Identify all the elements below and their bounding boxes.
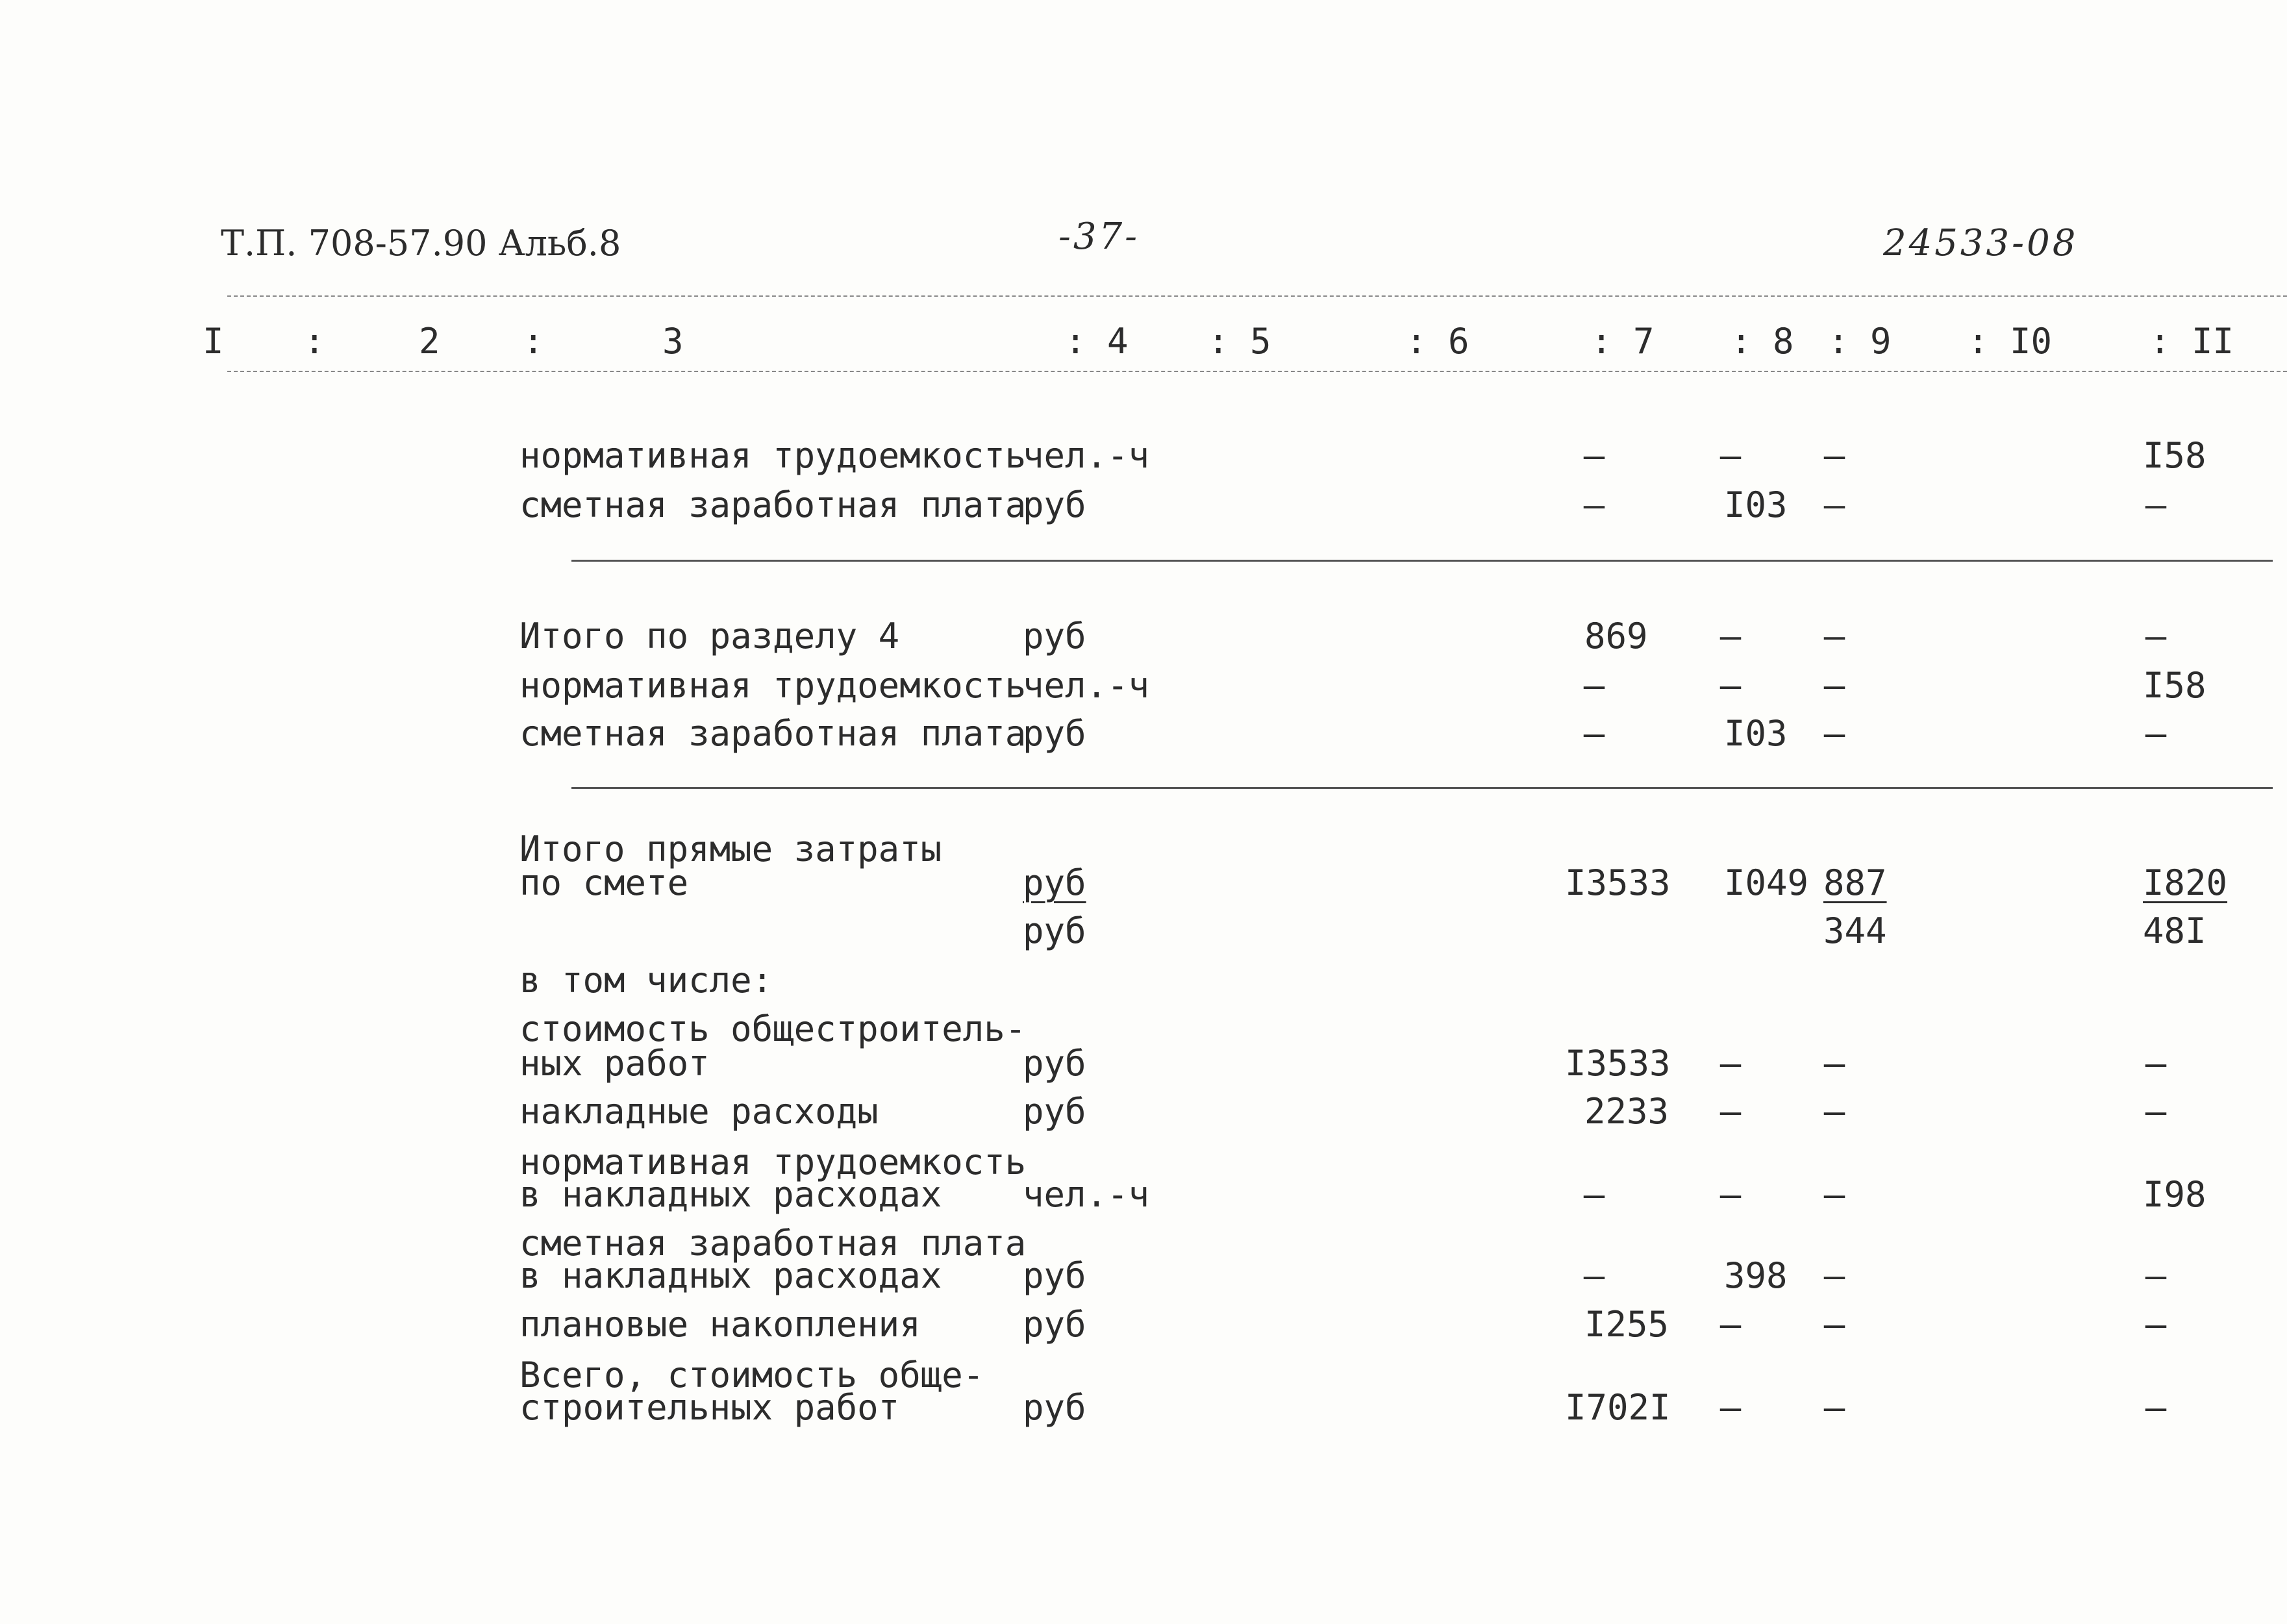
cell-col11: – [2145,484,2167,525]
row-label: нормативная трудоемкость [519,435,1027,476]
row-label-continued: ных работ [519,1043,710,1084]
cell-col9: – [1823,1091,1845,1132]
cell-col7: – [1583,1255,1605,1296]
cell-col7: 2233 [1584,1091,1669,1132]
cell-col8: – [1719,1091,1742,1132]
cell-col11: – [2145,1255,2167,1296]
row-unit: руб [1023,1043,1086,1084]
cell-col7: – [1583,435,1605,476]
page-number: -37- [1058,216,1140,258]
col-header-5: : 5 [1208,321,1271,362]
cell-col8: – [1719,435,1742,476]
cell-col7: I702I [1565,1387,1671,1428]
cell-col7: – [1583,665,1605,706]
cell-col9-secondary: 344 [1823,910,1887,951]
cell-col9: – [1823,1174,1845,1215]
col-header-sep-2: : [523,321,544,362]
cell-col9: – [1823,435,1845,476]
row-unit: руб [1023,1304,1086,1345]
cell-col11: I58 [2143,435,2206,476]
col-header-2: 2 [419,321,440,362]
cell-col8: – [1719,1387,1742,1428]
cell-col9: 887 [1823,862,1887,903]
cell-col11: – [2145,713,2167,754]
row-label-continued: по смете [519,862,689,903]
col-header-1: I [203,321,224,362]
col-header-8: : 8 [1731,321,1794,362]
cell-col8: 398 [1724,1255,1788,1296]
cell-col8: – [1719,665,1742,706]
cell-col9: – [1823,713,1845,754]
col-header-4: : 4 [1065,321,1129,362]
cell-col8: – [1719,616,1742,656]
cell-col9: – [1823,484,1845,525]
row-label: Итого прямые затраты [519,829,942,869]
row-label: сметная заработная плата [519,1223,1027,1264]
cell-col9: – [1823,665,1845,706]
section-divider [571,787,2273,789]
cell-col11: – [2145,1091,2167,1132]
row-unit: чел.-ч [1023,1174,1150,1215]
section-divider [571,560,2273,562]
row-label: накладные расходы [519,1091,879,1132]
cell-col7: I3533 [1565,862,1671,903]
cell-col8: – [1719,1304,1742,1345]
cell-col8: I049 [1724,862,1809,903]
row-unit: чел.-ч [1023,665,1150,706]
cell-col11: I58 [2143,665,2206,706]
col-header-7: : 7 [1591,321,1655,362]
cell-col7: I255 [1584,1304,1669,1345]
cell-col11: I820 [2143,862,2228,903]
col-header-11: : II [2149,321,2234,362]
row-label: нормативная трудоемкость [519,665,1027,706]
cell-col7: 869 [1584,616,1648,656]
cell-col9: – [1823,1387,1845,1428]
cell-col8: – [1719,1174,1742,1215]
document-number: 24533-08 [1883,222,2079,264]
cell-col8: I03 [1724,713,1788,754]
cell-col8: I03 [1724,484,1788,525]
col-header-sep-1: : [304,321,325,362]
col-header-3: 3 [662,321,684,362]
row-label: плановые накопления [519,1304,921,1345]
cell-col11-secondary: 48I [2143,910,2206,951]
cell-col9: – [1823,1255,1845,1296]
row-label: стоимость общестроитель- [519,1008,1027,1049]
col-header-6: : 6 [1406,321,1469,362]
row-unit: чел.-ч [1023,435,1150,476]
row-label: сметная заработная плата [519,713,1027,754]
row-label-continued: в накладных расходах [519,1174,942,1215]
subheading-including: в том числе: [519,960,773,1001]
row-label: Всего, стоимость обще- [519,1355,984,1395]
cell-col8: – [1719,1043,1742,1084]
cell-col11: – [2145,1304,2167,1345]
row-unit: руб [1023,1387,1086,1428]
cell-col11: – [2145,1387,2167,1428]
col-header-10: : I0 [1968,321,2053,362]
cell-col7: I3533 [1565,1043,1671,1084]
row-label-continued: в накладных расходах [519,1255,942,1296]
row-label: сметная заработная плата [519,484,1027,525]
cell-col7: – [1583,713,1605,754]
row-unit: руб [1023,1255,1086,1296]
album-reference: Т.П. 708-57.90 Альб.8 [221,223,621,264]
cell-col11: – [2145,1043,2167,1084]
cell-col7: – [1583,484,1605,525]
cell-col9: – [1823,1304,1845,1345]
row-unit: руб [1023,616,1086,656]
row-label: Итого по разделу 4 [519,616,900,656]
header-bottom-rule [227,371,2287,372]
row-unit: руб [1023,484,1086,525]
row-unit: руб [1023,862,1086,903]
cell-col11: – [2145,616,2167,656]
row-unit: руб [1023,713,1086,754]
row-unit-secondary: руб [1023,910,1086,951]
cell-col9: – [1823,616,1845,656]
row-label: нормативная трудоемкость [519,1142,1027,1182]
col-header-9: : 9 [1828,321,1892,362]
header-top-rule [227,295,2287,297]
cell-col11: I98 [2143,1174,2206,1215]
row-unit: руб [1023,1091,1086,1132]
cell-col7: – [1583,1174,1605,1215]
cell-col9: – [1823,1043,1845,1084]
row-label-continued: строительных работ [519,1387,900,1428]
